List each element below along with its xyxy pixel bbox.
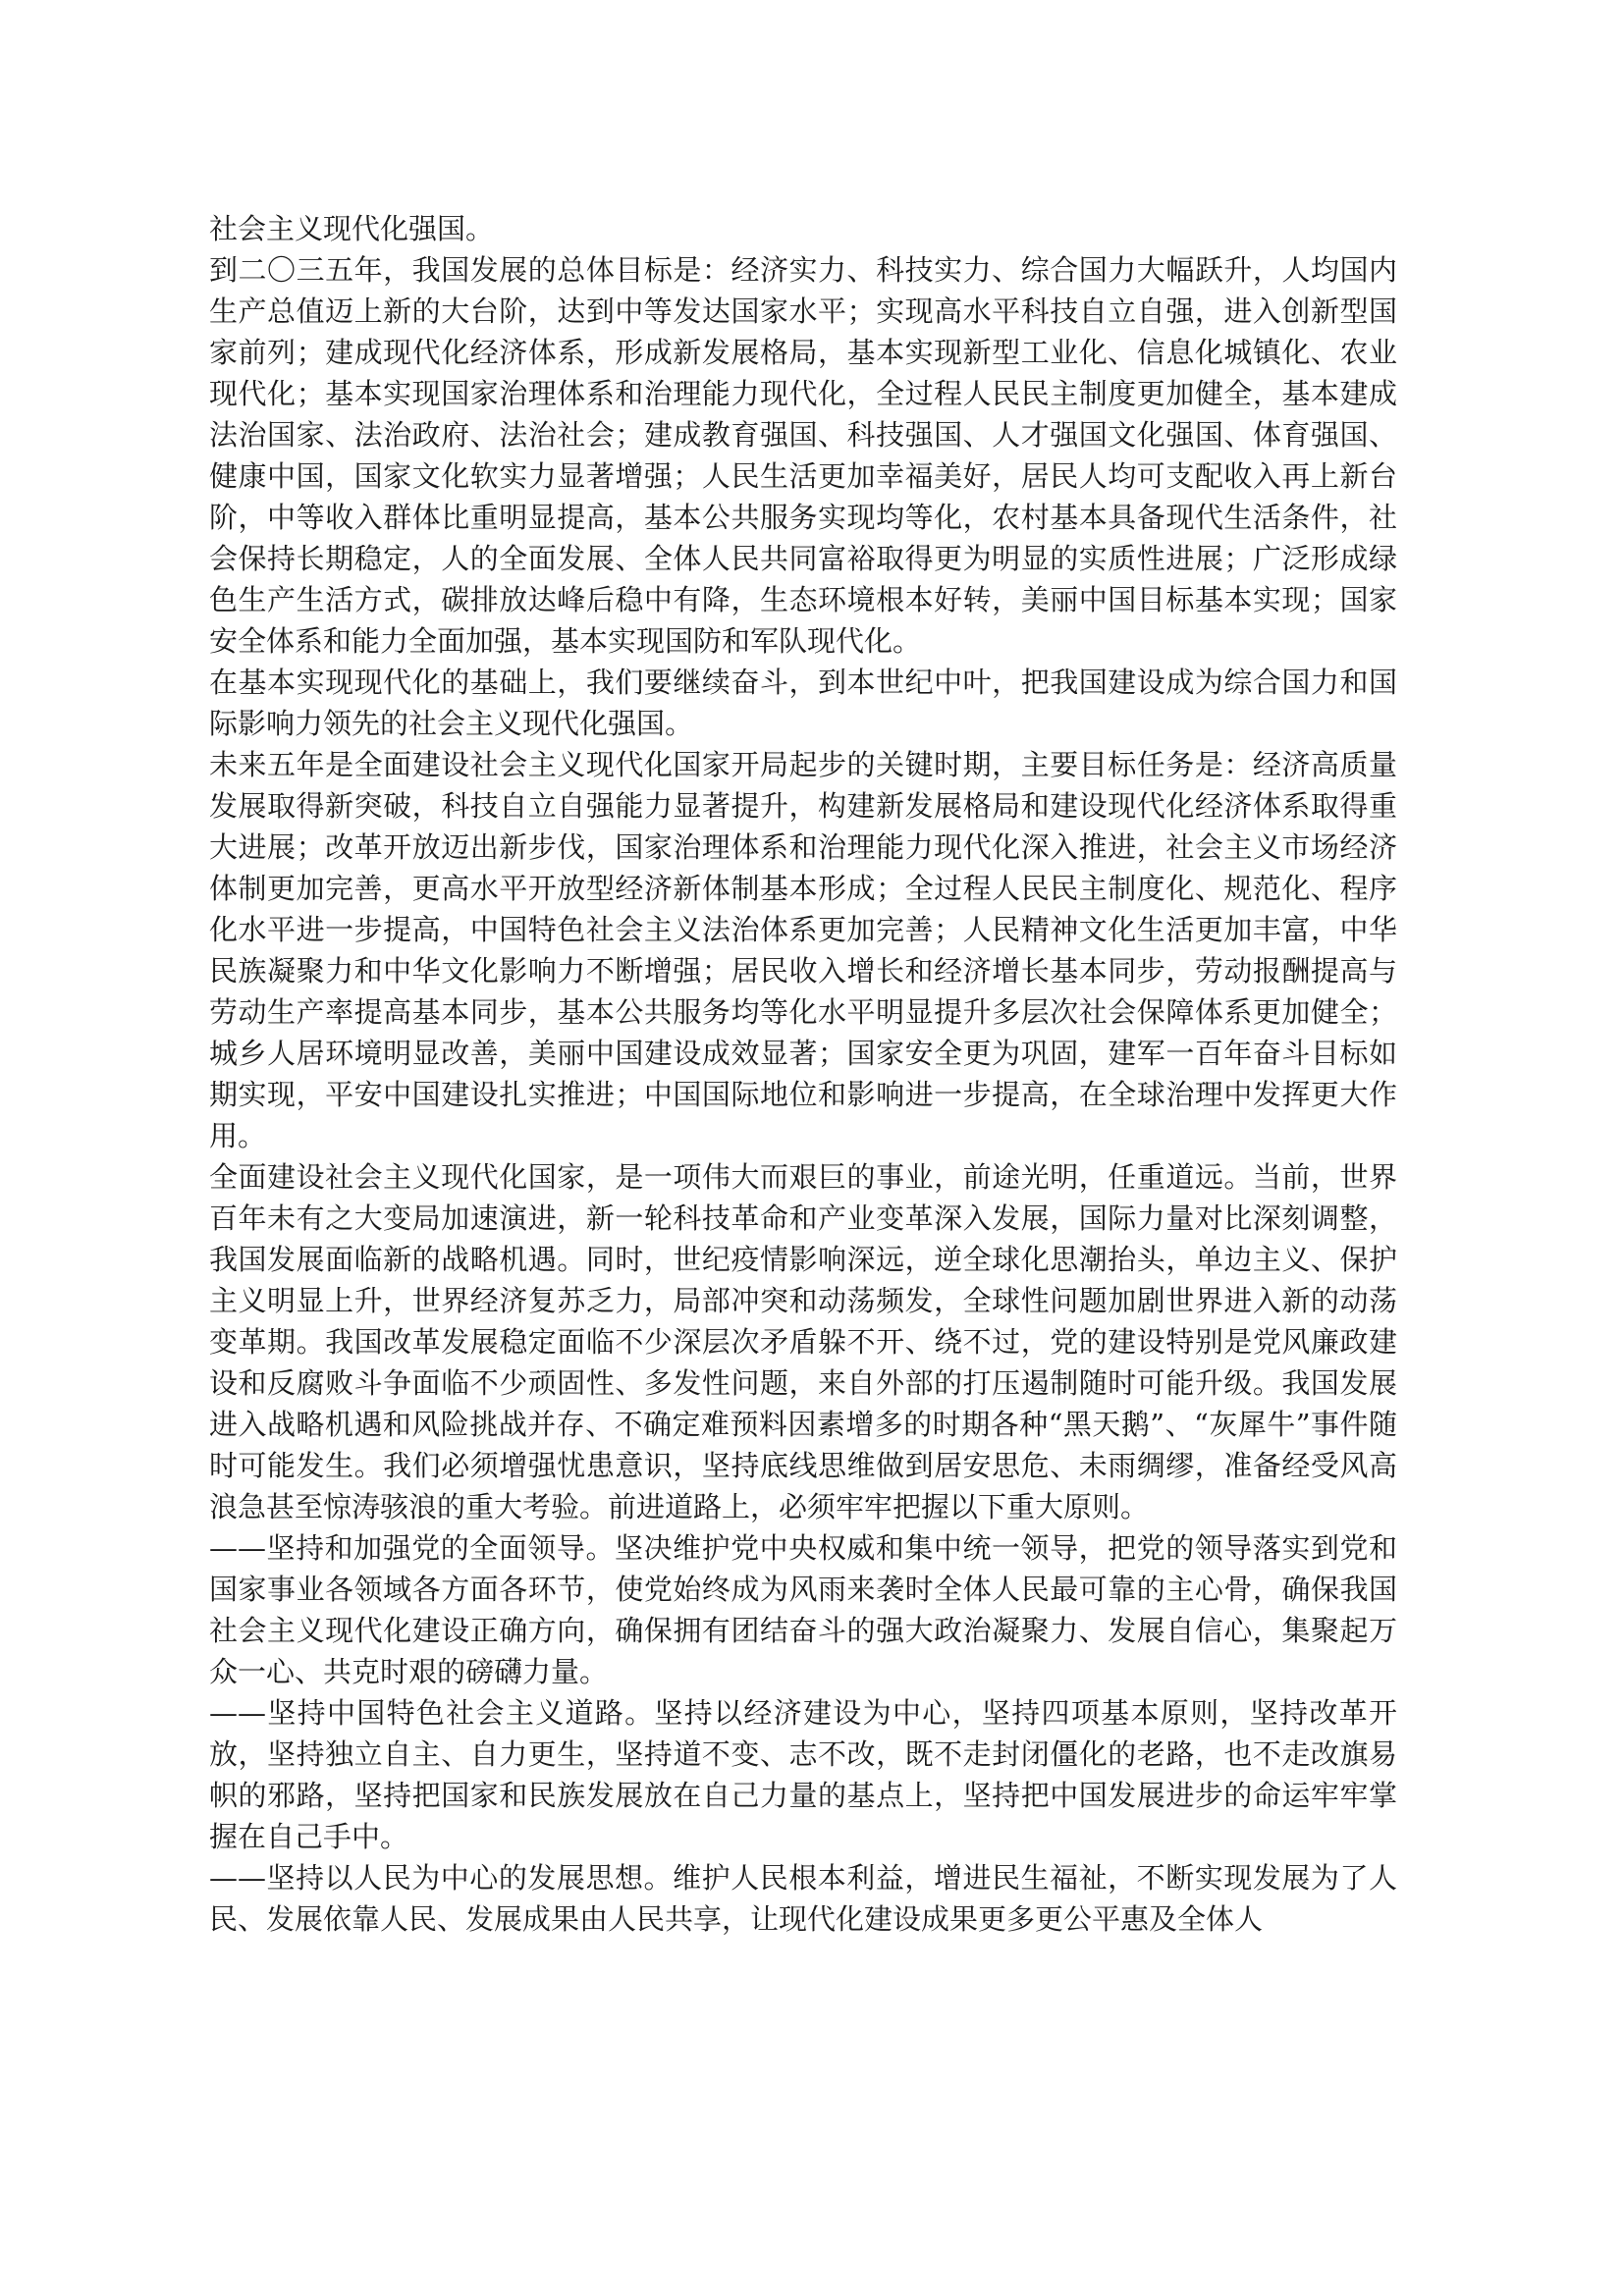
paragraph-7: ——坚持中国特色社会主义道路。坚持以经济建设为中心，坚持四项基本原则，坚持改革开放，坚持独立自主、自力更生，坚持道不变、志不改，既不走封闭僵化的老路，也不走改旗易帜的邪路，坚持把国家和民族发展放在自己力量的基点上，坚持把中国发展进步的命运牢牢掌握在自己手中。 bbox=[209, 1696, 1397, 1853]
document-page bbox=[209, 208, 1397, 1940]
paragraph-5: 全面建设社会主义现代化国家，是一项伟大而艰巨的事业，前途光明，任重道远。当前，世界百年未有之大变局加速演进，新一轮科技革命和产业变革深入发展，国际力量对比深刻调整，我国发展面临新的战略机遇。同时，世纪疫情影响深远，逆全球化思潮抬头，单边主义、保护主义明显上升，世界经济复苏乏力，局部冲突和动荡频发，全球性问题加剧世界进入新的动荡变革期。我国改革发展稳定面临不少深层次矛盾躲不开、绕不过，党的建设特别是党风廉政建设和反腐败斗争面临不少顽固性、多发性问题，来自外部的打压遏制随时可能升级。我国发展进入战略机遇和风险挑战并存、不确定难预料因素增多的时期各种“黑天鹅”、“灰犀牛”事件随时可能发生。我们必须增强忧患意识，坚持底线思维做到居安思危、未雨绸缪，准备经受风高浪急甚至惊涛骇浪的重大考验。前进道路上，必须牢牢把握以下重大原则。 bbox=[209, 1160, 1397, 1523]
paragraph-3: 在基本实现现代化的基础上，我们要继续奋斗，到本世纪中叶，把我国建设成为综合国力和国际影响力领先的社会主义现代化强国。 bbox=[209, 666, 1397, 740]
paragraph-4: 未来五年是全面建设社会主义现代化国家开局起步的关键时期，主要目标任务是：经济高质量发展取得新突破，科技自立自强能力显著提升，构建新发展格局和建设现代化经济体系取得重大进展；改革开放迈出新步伐，国家治理体系和治理能力现代化深入推进，社会主义市场经济体制更加完善，更高水平开放型经济新体制基本形成；全过程人民民主制度化、规范化、程序化水平进一步提高，中国特色社会主义法治体系更加完善；人民精神文化生活更加丰富，中华民族凝聚力和中华文化影响力不断增强；居民收入增长和经济增长基本同步，劳动报酬提高与劳动生产率提高基本同步，基本公共服务均等化水平明显提升多层次社会保障体系更加健全；城乡人居环境明显改善，美丽中国建设成效显著；国家安全更为巩固，建军一百年奋斗目标如期实现，平安中国建设扎实推进；中国国际地位和影响进一步提高，在全球治理中发挥更大作用。 bbox=[209, 748, 1397, 1152]
paragraph-2: 到二〇三五年，我国发展的总体目标是：经济实力、科技实力、综合国力大幅跃升，人均国内生产总值迈上新的大台阶，达到中等发达国家水平；实现高水平科技自立自强，进入创新型国家前列；建成现代化经济体系，形成新发展格局，基本实现新型工业化、信息化城镇化、农业现代化；基本实现国家治理体系和治理能力现代化，全过程人民民主制度更加健全，基本建成法治国家、法治政府、法治社会；建成教育强国、科技强国、人才强国文化强国、体育强国、健康中国，国家文化软实力显著增强；人民生活更加幸福美好，居民人均可支配收入再上新台阶，中等收入群体比重明显提高，基本公共服务实现均等化，农村基本具备现代生活条件，社会保持长期稳定，人的全面发展、全体人民共同富裕取得更为明显的实质性进展；广泛形成绿色生产生活方式，碳排放达峰后稳中有降，生态环境根本好转，美丽中国目标基本实现；国家安全体系和能力全面加强，基本实现国防和军队现代化。 bbox=[209, 253, 1397, 658]
paragraph-1: 社会主义现代化强国。 bbox=[209, 212, 495, 245]
paragraph-6: ——坚持和加强党的全面领导。坚决维护党中央权威和集中统一领导，把党的领导落实到党和国家事业各领域各方面各环节，使党始终成为风雨来袭时全体人民最可靠的主心骨，确保我国社会主义现代化建设正确方向，确保拥有团结奋斗的强大政治凝聚力、发展自信心，集聚起万众一心、共克时艰的磅礴力量。 bbox=[209, 1531, 1397, 1688]
paragraph-8: ——坚持以人民为中心的发展思想。维护人民根本利益，增进民生福祉，不断实现发展为了人民、发展依靠人民、发展成果由人民共享，让现代化建设成果更多更公平惠及全体人 bbox=[209, 1861, 1397, 1936]
